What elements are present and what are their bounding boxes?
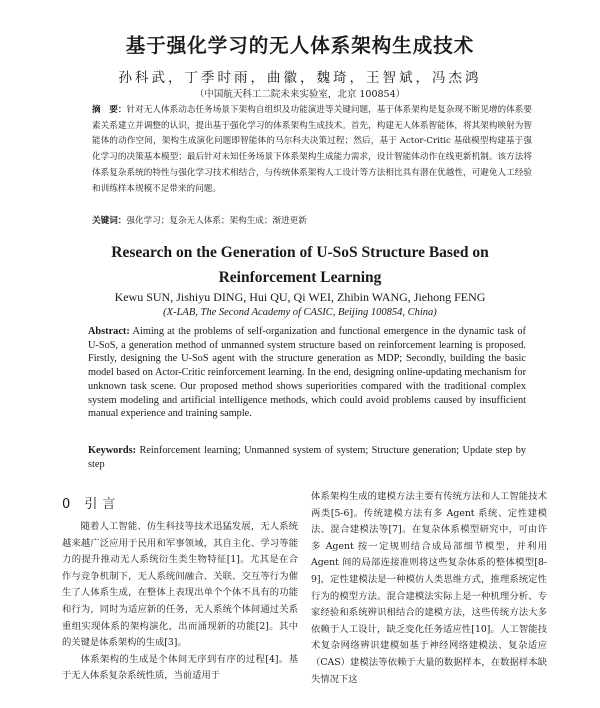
chinese-keywords-label: 关键词： [92, 216, 127, 226]
chinese-title: 基于强化学习的无人体系架构生成技术 [125, 34, 475, 57]
chinese-abstract-text: 针对无人体系动态任务场景下架构自组织及功能演进等关键问题，基于体系架构是复杂现不断见增的体系要素关系建立并调整的认识，提出基于强化学习的体系架构生成技术。首先，构建无人体系智能体，将其架构映射为智能体的动作空间，架构生成演化问题即智能体的马尔科夫决策过程；然后，基于 Actor-Critic 基础模型构建基于强化学习的决策基本模型；最后针对未知任务场景下体系架构生成能力需求，设计智能体动作在线更新机制。该方法将体系复杂系统的特性与强化学习技术相结合，与传统体系架构人工设计等方法相比具有潜在优越性，可避免人工经验和训练样本规模不足带来的问题。 [92, 105, 532, 194]
section-heading-introduction: 0 引言 [62, 497, 121, 512]
chinese-keywords [92, 214, 532, 228]
chinese-authors: 孙科武，丁季时雨，曲徽，魏琦，王智斌，冯杰鸿 [118, 70, 482, 86]
body-paragraph: 体系架构的生成是个体间无序到有序的过程[4]。基于无人体系复杂系统性质，当前适用于 [62, 653, 298, 682]
english-abstract [88, 325, 526, 421]
chinese-abstract [92, 103, 532, 197]
english-affiliation: (X-LAB, The Second Academy of CASIC, Beijing 100854, China) [163, 307, 437, 318]
english-keywords [88, 444, 526, 471]
body-paragraph: 体系架构生成的建模方法主要有传统方法和人工智能技术两类[5-6]。传统建模方法有多 Agent 系统、定性建模法、混合建模法等[7]。在复杂体系模型研究中，可由许多 Agent 按一定规则结合成局部细节模型，并利用 Agent 间的局部连接准则将这些复杂体系的整体模型[8-9]，定性建模法是一种模仿人类思维方式，推理系统定性行为的模型方法。混合建模法实际上是一种机理分析、专家经验和系统辨识相结合的建模方法，这些传统方法大多依赖于人工设计，缺乏变化任务适应性[10]。人工智能技术复杂网络辨识建模如基于神经网络建模法、复杂适应（CAS）建模法等依赖于大量的数据样本，在数据样本缺失情况下这 [311, 491, 547, 685]
english-keywords-label: Keywords: [88, 445, 137, 456]
body-column-right [311, 489, 547, 688]
english-title: Research on the Generation of U-SoS Structure Based on Reinforcement Learning [111, 244, 489, 286]
chinese-keywords-text: 强化学习；复杂无人体系；架构生成；渐进更新 [126, 216, 307, 226]
english-keywords-text: Reinforcement learning; Unmanned system of system; Structure generation; Update step by step [88, 445, 527, 470]
body-column-left [62, 519, 298, 685]
body-paragraph: 随着人工智能、仿生科技等技术迅猛发展，无人系统越来越广泛应用于民用和军事领域，其自主化、学习等能力的提升推动无人系统衍生类生物特征[1]。尤其是在合作与竞争机制下，无人系统间融合、关联、交互等行为催生了人体系生成，在整体上表现出单个个体不具有的功能和行为，同时为适应新的任务，无人系统个体间通过关系重组实现体系的架构演化，出而涌现新的功能[2]。其中的关键是体系架构的生成[3]。 [62, 521, 298, 649]
english-abstract-text: Aiming at the problems of self-organization and functional emergence in the dynamic task of U-SoS, a generation method of unmanned system structure based on reinforcement learning is proposed. Firstly, designing the U-SoS agent with the structure generation as MDP; Secondly, building the basic model based on Actor-Critic reinforcement learning. In the end, designing online-updating mechanism for unknown task scene. Our proposed method shows superiorities compared with the traditional complex system modeling and artificial intelligence methods, which could avoid problems caused by insufficient manual experience and training sample. [88, 326, 526, 420]
english-authors: Kewu SUN, Jishiyu DING, Hui QU, Qi WEI, Zhibin WANG, Jiehong FENG [114, 290, 486, 304]
chinese-abstract-label: 摘 要： [92, 105, 127, 115]
chinese-affiliation: （中国航天科工二院未来实验室，北京 100854） [194, 89, 406, 100]
english-abstract-label: Abstract: [88, 326, 130, 337]
